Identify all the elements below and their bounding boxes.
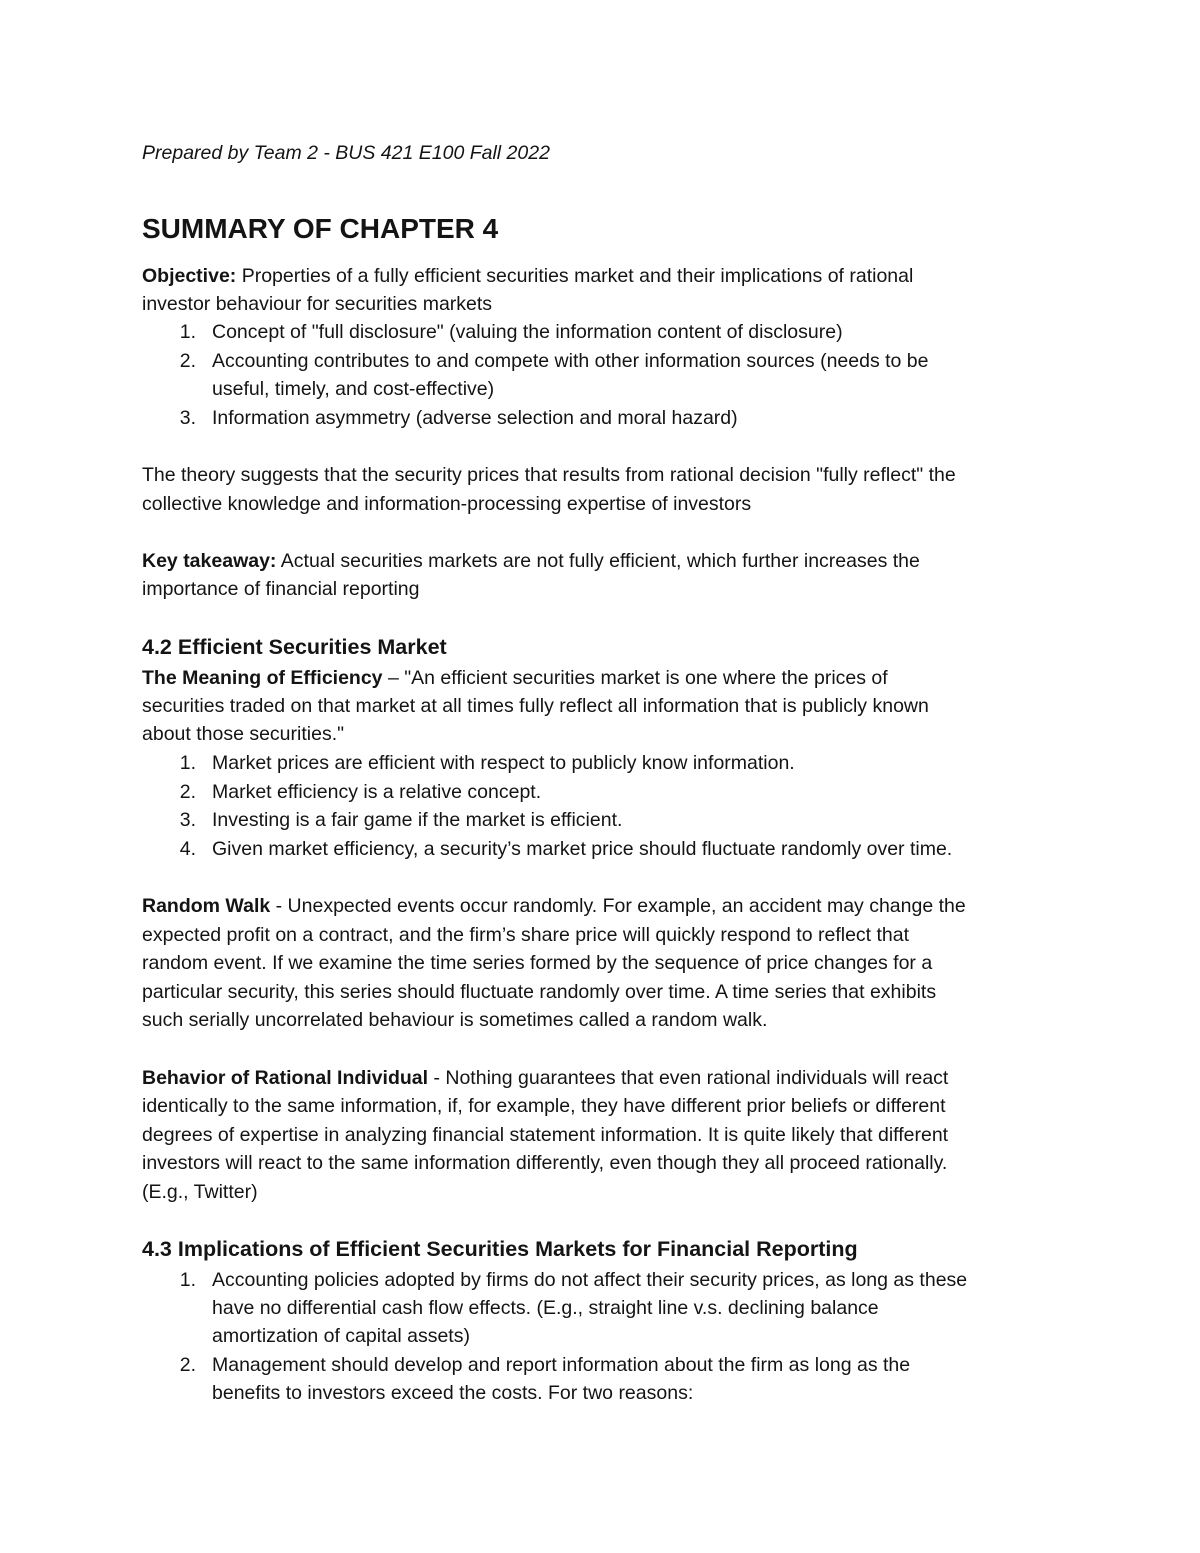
random-walk-line: random event. If we examine the time series formed by the sequence of price changes for a <box>142 952 933 974</box>
implication-item-number: 2. <box>179 1354 196 1376</box>
efficiency-item-number: 2. <box>179 781 196 803</box>
random-walk-line-1 <box>142 894 966 918</box>
behavior-line: (E.g., Twitter) <box>142 1181 258 1203</box>
implication-item-text: Accounting policies adopted by firms do not affect their security prices, as long as these <box>212 1269 968 1291</box>
behavior-line: degrees of expertise in analyzing financial statement information. It is quite likely that different <box>142 1124 949 1146</box>
random-walk-line: such serially uncorrelated behaviour is sometimes called a random walk. <box>142 1009 768 1031</box>
behavior-line: investors will react to the same information differently, even though they all proceed rationally. <box>142 1152 948 1174</box>
takeaway-paragraph-line-2: importance of financial reporting <box>142 578 420 600</box>
objective-label: Objective: <box>142 265 237 287</box>
behavior-label: Behavior of Rational Individual <box>142 1067 429 1089</box>
efficiency-item-text: Investing is a fair game if the market is efficient. <box>212 809 623 831</box>
takeaway-text: Actual securities markets are not fully efficient, which further increases the <box>276 550 920 572</box>
efficiency-item-number: 1. <box>179 752 196 774</box>
meaning-label: The Meaning of Efficiency <box>142 667 383 689</box>
section-heading-4-3: 4.3 Implications of Efficient Securities Markets for Financial Reporting <box>142 1237 858 1261</box>
efficiency-item-number: 4. <box>179 838 196 860</box>
objective-item-text: useful, timely, and cost-effective) <box>212 378 495 400</box>
implication-item-text: Management should develop and report information about the firm as long as the <box>212 1354 911 1376</box>
objective-item-number: 1. <box>179 321 196 343</box>
behavior-text: - Nothing guarantees that even rational individuals will react <box>428 1067 949 1089</box>
objective-item-text: Information asymmetry (adverse selection and moral hazard) <box>212 407 738 429</box>
meaning-text: – "An efficient securities market is one where the prices of <box>382 667 888 689</box>
efficiency-item-text: Given market efficiency, a security’s market price should fluctuate randomly over time. <box>212 838 953 860</box>
objective-item-number: 3. <box>179 407 196 429</box>
random-walk-line: expected profit on a contract, and the firm’s share price will quickly respond to reflect that <box>142 924 910 946</box>
page-title: SUMMARY OF CHAPTER 4 <box>142 213 499 244</box>
implication-item-text: amortization of capital assets) <box>212 1325 470 1347</box>
meaning-paragraph-line-2: securities traded on that market at all times fully reflect all information that is publicly known <box>142 695 929 717</box>
takeaway-paragraph-line-1 <box>142 549 920 573</box>
objective-item-text: Accounting contributes to and compete with other information sources (needs to be <box>212 350 929 372</box>
objective-paragraph-line-1 <box>142 264 913 288</box>
efficiency-item-text: Market efficiency is a relative concept. <box>212 781 542 803</box>
takeaway-label: Key takeaway: <box>142 550 277 572</box>
theory-paragraph-line-2: collective knowledge and information-processing expertise of investors <box>142 493 752 515</box>
random-walk-label: Random Walk <box>142 895 271 917</box>
behavior-line: identically to the same information, if, for example, they have different prior beliefs or different <box>142 1095 946 1117</box>
implication-item-text: benefits to investors exceed the costs. For two reasons: <box>212 1382 694 1404</box>
meaning-paragraph-line-1 <box>142 666 888 690</box>
implication-item-text: have no differential cash flow effects. (E.g., straight line v.s. declining balance <box>212 1297 879 1319</box>
efficiency-item-number: 3. <box>179 809 196 831</box>
objective-item-number: 2. <box>179 350 196 372</box>
random-walk-line: particular security, this series should fluctuate randomly over time. A time series that exhibits <box>142 981 937 1003</box>
objective-paragraph-line-2: investor behaviour for securities markets <box>142 293 493 315</box>
random-walk-text: - Unexpected events occur randomly. For example, an accident may change the <box>270 895 966 917</box>
theory-paragraph-line-1: The theory suggests that the security prices that results from rational decision "fully reflect" the <box>142 464 956 486</box>
meaning-paragraph-line-3: about those securities." <box>142 723 345 745</box>
prepared-by-line: Prepared by Team 2 - BUS 421 E100 Fall 2022 <box>142 142 550 164</box>
objective-text: Properties of a fully efficient securities market and their implications of rational <box>236 265 914 287</box>
section-heading-4-2: 4.2 Efficient Securities Market <box>142 635 447 659</box>
objective-item-text: Concept of "full disclosure" (valuing the information content of disclosure) <box>212 321 843 343</box>
implication-item-number: 1. <box>179 1269 196 1291</box>
efficiency-item-text: Market prices are efficient with respect to publicly know information. <box>212 752 795 774</box>
behavior-line-1 <box>142 1066 948 1090</box>
